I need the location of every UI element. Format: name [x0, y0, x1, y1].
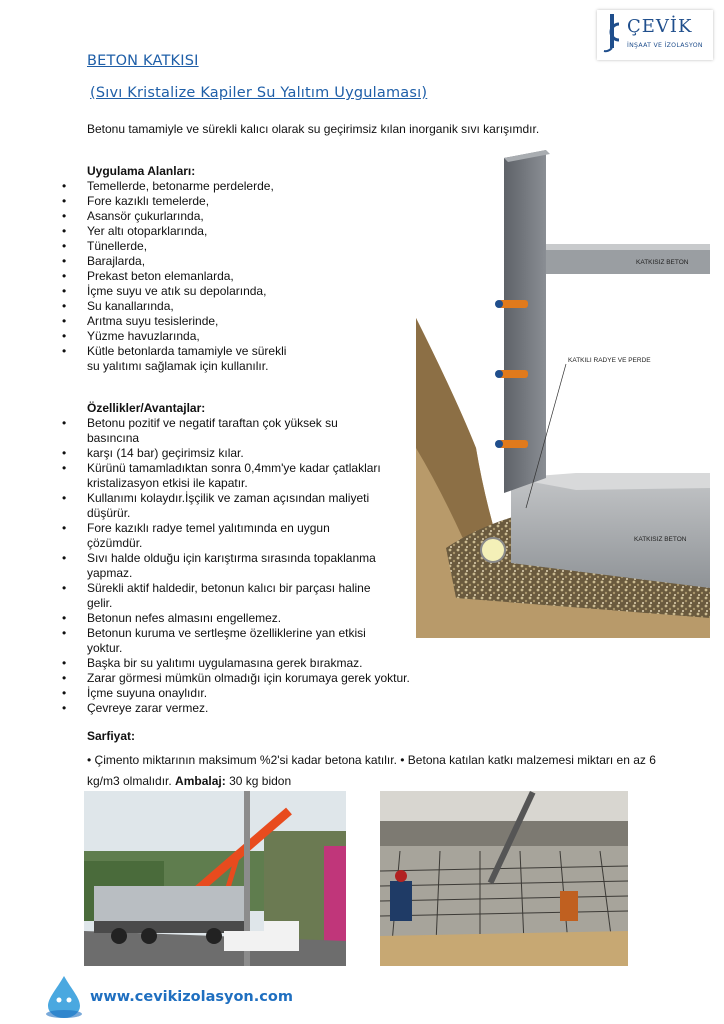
list-item: • Başka bir su yalıtımı uygulamasına gerek bırakmaz. — [60, 656, 440, 671]
packaging-value: 30 kg bidon — [229, 774, 292, 788]
list-item: • Prekast beton elemanlarda, — [60, 269, 360, 284]
list-item: • Fore kazıklı temelerde, — [60, 194, 360, 209]
list-item: • Temellerde, betonarme perdelerde, — [60, 179, 360, 194]
label-top: KATKISIZ BETON — [636, 259, 689, 266]
list-item: • İçme suyuna onaylıdır. — [60, 686, 440, 701]
list-item: • Arıtma suyu tesislerinde, — [60, 314, 360, 329]
list-item: • Kürünü tamamladıktan sonra 0,4mm'ye kadar çatlakları kristalizasyon etkisi ile kapatır. — [60, 461, 405, 491]
label-mid: KATKILI RADYE VE PERDE — [568, 357, 651, 364]
drain-pipe — [481, 538, 505, 562]
list-item: • İçme suyu ve atık su depolarında, — [60, 284, 360, 299]
list-item: • karşı (14 bar) geçirimsiz kılar. — [60, 446, 440, 461]
company-logo — [597, 10, 713, 60]
consumption-body: • Çimento miktarının maksimum %2'si kadar betona katılır. • Betona katılan katkı malzemesi miktarı en az 6 kg/m3 olmalıdır. — [87, 753, 656, 788]
list-item: • Çevreye zarar vermez. — [60, 701, 440, 716]
list-item: • Sıvı halde olduğu için karıştırma sırasında topaklanma yapmaz. — [60, 551, 400, 581]
list-item: • Yer altı otoparklarında, — [60, 224, 360, 239]
applications-list — [60, 179, 360, 374]
list-item: • Asansör çukurlarında, — [60, 209, 360, 224]
list-item: • Sürekli aktif haldedir, betonun kalıcı bir parçası haline gelir. — [60, 581, 395, 611]
packaging-label: Ambalaj: — [175, 774, 226, 788]
photo-rebar-site — [380, 791, 628, 966]
consumption-title: Sarfiyat: — [87, 729, 136, 743]
list-item: • Zarar görmesi mümkün olmadığı için korumaya gerek yoktur. — [60, 671, 440, 686]
list-item: • Betonu pozitif ve negatif taraftan çok yüksek su basıncına — [60, 416, 356, 446]
intro-text: Betonu tamamiyle ve sürekli kalıcı olarak su geçirimsiz kılan inorganik sıvı karışımdır. — [87, 122, 540, 136]
list-item: • Tünellerde, — [60, 239, 360, 254]
applications-title: Uygulama Alanları: — [87, 164, 196, 178]
label-bottom: KATKISIZ BETON — [634, 536, 687, 543]
logo-subtitle: İNŞAAT VE İZOLASYON — [627, 42, 703, 49]
logo-name: ÇEVİK — [627, 16, 693, 37]
footer-url[interactable]: www.cevikizolasyon.com — [90, 989, 293, 1005]
page-subtitle: (Sıvı Kristalize Kapiler Su Yalıtım Uygulaması) — [90, 85, 428, 101]
list-item: • Barajlarda, — [60, 254, 360, 269]
features-list — [60, 416, 440, 716]
list-item: • Betonun nefes almasını engellemez. — [60, 611, 440, 626]
photo-concrete-pump — [84, 791, 346, 966]
foundation-diagram — [416, 148, 710, 638]
cevik-logo-mark-icon — [601, 14, 623, 54]
list-item: • Betonun kuruma ve sertleşme özelliklerine yan etkisi yoktur. — [60, 626, 390, 656]
consumption-text — [87, 750, 677, 792]
list-item: • Fore kazıklı radye temel yalıtımında en uygun çözümdür. — [60, 521, 360, 551]
list-item: • Kütle betonlarda tamamiyle ve sürekli su yalıtımı sağlamak için kullanılır. — [60, 344, 295, 374]
features-title: Özellikler/Avantajlar: — [87, 401, 206, 415]
page-title: BETON KATKISI — [87, 53, 199, 69]
water-drop-icon — [44, 974, 84, 1020]
list-item: • Su kanallarında, — [60, 299, 360, 314]
list-item: • Kullanımı kolaydır.İşçilik ve zaman açısından maliyeti düşürür. — [60, 491, 390, 521]
list-item: • Yüzme havuzlarında, — [60, 329, 360, 344]
